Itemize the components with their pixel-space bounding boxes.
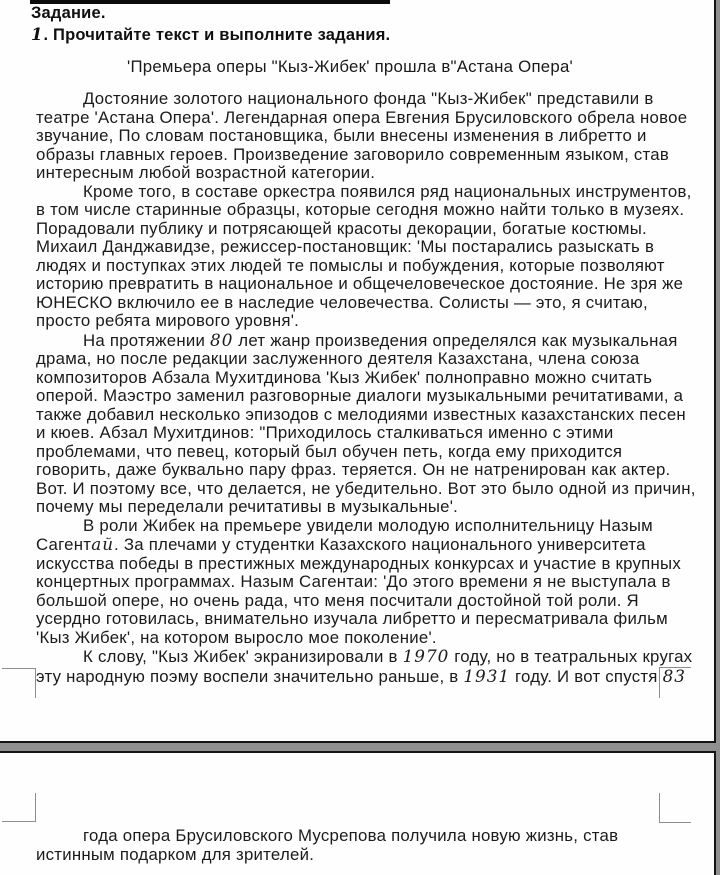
article-title: 'Премьера оперы "Кыз-Жибек' прошла в"Астана Опера'	[127, 57, 573, 76]
article-paragraph	[36, 827, 700, 864]
article-body-continued	[36, 827, 700, 864]
handwritten-text: 80	[210, 329, 234, 350]
article-paragraph	[36, 183, 700, 331]
task-heading: Задание.	[31, 4, 106, 22]
text-run: В роли Жибек на премьере увидели молодую исполнительницу Назым Сагент	[36, 515, 653, 554]
crop-mark-bottom-right	[659, 667, 691, 698]
handwritten-text: 83	[662, 665, 686, 686]
text-run: На протяжении	[83, 330, 211, 350]
handwritten-text: 1931	[463, 665, 511, 686]
article-paragraph	[36, 517, 700, 648]
page-2	[0, 751, 716, 875]
handwritten-text: 1970	[402, 646, 450, 666]
crop-mark-top-right	[659, 793, 691, 823]
article-paragraph	[36, 331, 700, 517]
article-body	[36, 90, 700, 686]
text-run: году. И вот спустя	[510, 666, 663, 686]
crop-mark-bottom-left	[2, 668, 36, 698]
article-paragraph	[36, 90, 700, 183]
handwritten-text: ай	[91, 534, 115, 554]
text-run: К слову, "Кыз Жибек' экранизировали в	[83, 647, 403, 666]
text-run: . Прочитайте текст и выполните задания.	[43, 26, 391, 44]
text-run: лет жанр произведения определялся как музыкальная драма, но после редакции заслуженного деятеля Казахстана, члена союза композиторов Абзала Мухитдинова 'Кыз Жибек' полноправно можно считать оперой. Маэстро заменил разговорные диалоги музыкальными речитативами, а также добавил несколько эпизодов с мелодиями известных казахстанских песен и кюев. Абзал Мухитдинов: "Приходилось сталкиваться именно с этими проблемами, что певец, который был обучен петь, когда ему приходится говорить, даже буквально пару фраз. теряется. Он не натренирован как актер. Вот. И поэтому все, что делается, не убедительно. Вот это было одной из причин, почему мы переделали речитативы в музыкальные'.	[36, 330, 696, 516]
text-run: . За плечами у студентки Казахского национального университета искусства победы в престижных международных конкурсах и участие в крупных концертных программах. Назым Сагентаи: 'До этого времени я не выступала в большой опере, но очень рада, что меня посчитали достойной той роли. Я усердно готовилась, внимательно изучала либретто и пересматривала фильм 'Кыз Жибек', на котором выросло мое поколение'.	[36, 535, 681, 647]
handwritten-text: 1	[31, 25, 44, 44]
text-run: году, но в театральных кругах эту народную поэму воспели значительно раньше, в	[36, 647, 693, 686]
article-paragraph	[36, 647, 700, 686]
task-header	[31, 3, 390, 46]
text-run: Достояние золотого национального фонда "Кыз-Жибек" представили в театре 'Астана Опера'. Легендарная опера Евгения Брусиловского обрела новое звучание, По словам постановщика, были внесены изменения в либретто и образы главных героев. Произведение заговорило современным языком, став интересным любой возрастной категории.	[36, 89, 688, 182]
task-instruction	[31, 24, 390, 46]
text-run: года опера Брусиловского Мусрепова получила новую жизнь, став истинным подарком для зрителей.	[36, 826, 619, 864]
crop-mark-top-left	[2, 793, 36, 822]
text-run: Кроме того, в составе оркестра появился ряд национальных инструментов, в том числе старинные образцы, которые сегодня можно найти только в музеях. Порадовали публику и потрясающей красоты декорации, богатые костюмы. Михаил Данджавидзе, режиссер-постановщик: 'Мы постарались разыскать в людях и поступках этих людей те помыслы и побуждения, которые позволяют историю превратить в национальное и общечеловеческое достояние. Не зря же ЮНЕСКО включило ее в наследие человечества. Солисты — это, я считаю, просто ребята мирового уровня'.	[36, 181, 692, 330]
